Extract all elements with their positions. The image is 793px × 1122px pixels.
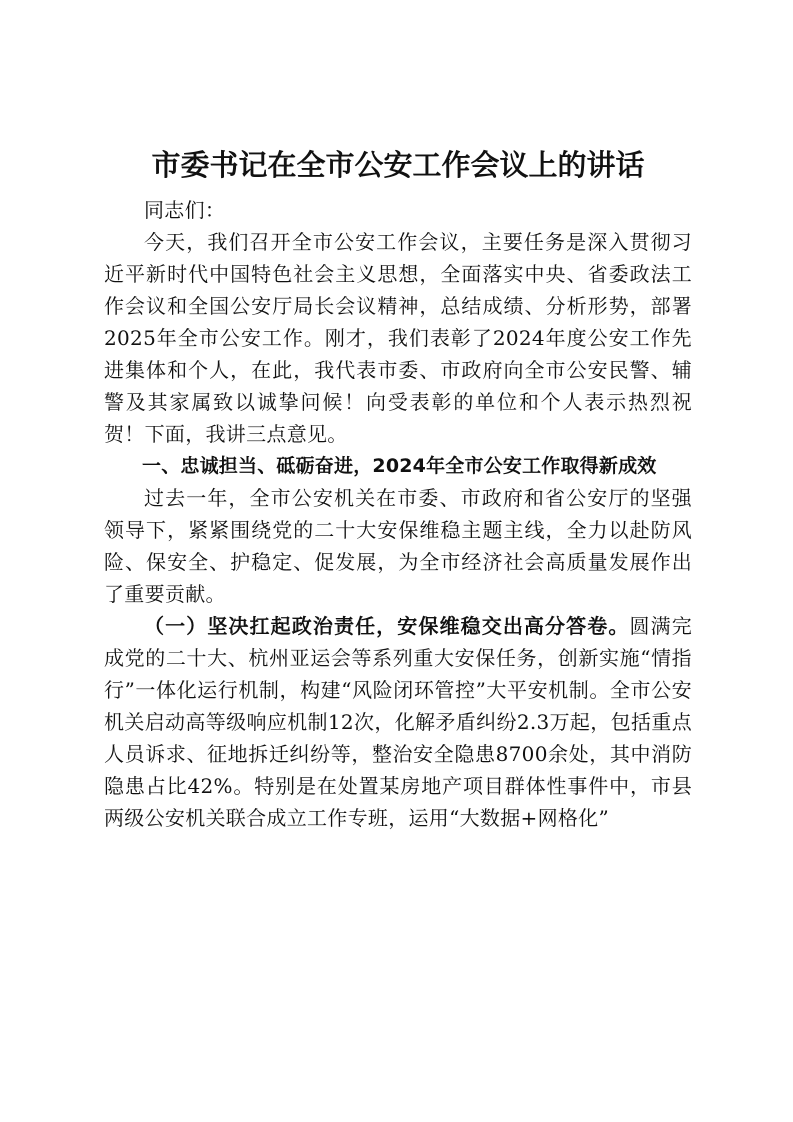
subsection-1-body: 圆满完成党的二十大、杭州亚运会等系列重大安保任务，创新实施“情指行”一体化运行机制，构建“风险闭环管控”大平安机制。全市公安机关启动高等级响应机制12次，化解矛盾纠纷2.3万起，包括重点人员诉求、征地拆迁纠纷等，整治安全隐患8700余处，其中消防隐患占比42%。特别是在处置某房地产项目群体性事件中，市县两级公安机关联合成立工作专班，运用“大数据+网格化” <box>104 614 692 830</box>
salutation: 同志们： <box>144 198 226 222</box>
subsection-1-lead: （一）坚决扛起政治责任，安保维稳交出高分答卷。 <box>144 614 630 638</box>
intro-paragraph: 今天，我们召开全市公安工作会议，主要任务是深入贯彻习近平新时代中国特色社会主义思想，全面落实中央、省委政法工作会议和全国公安厅局长会议精神，总结成绩、分析形势，部署2025年全市公安工作。刚才，我们表彰了2024年度公安工作先进集体和个人，在此，我代表市委、市政府向全市公安民警、辅警及其家属致以诚挚问候！向受表彰的单位和个人表示热烈祝贺！下面，我讲三点意见。 <box>104 230 692 446</box>
document-title: 市委书记在全市公安工作会议上的讲话 <box>151 148 645 182</box>
section-1-heading: 一、忠诚担当、砥砺奋进，2024年全市公安工作取得新成效 <box>142 455 657 477</box>
document-content <box>104 140 692 834</box>
section-1-intro-paragraph: 过去一年，全市公安机关在市委、市政府和省公安厅的坚强领导下，紧紧围绕党的二十大安保维稳主题主线，全力以赴防风险、保安全、护稳定、促发展，为全市经济社会高质量发展作出了重要贡献。 <box>104 486 692 606</box>
subsection-1-paragraph <box>104 610 692 834</box>
